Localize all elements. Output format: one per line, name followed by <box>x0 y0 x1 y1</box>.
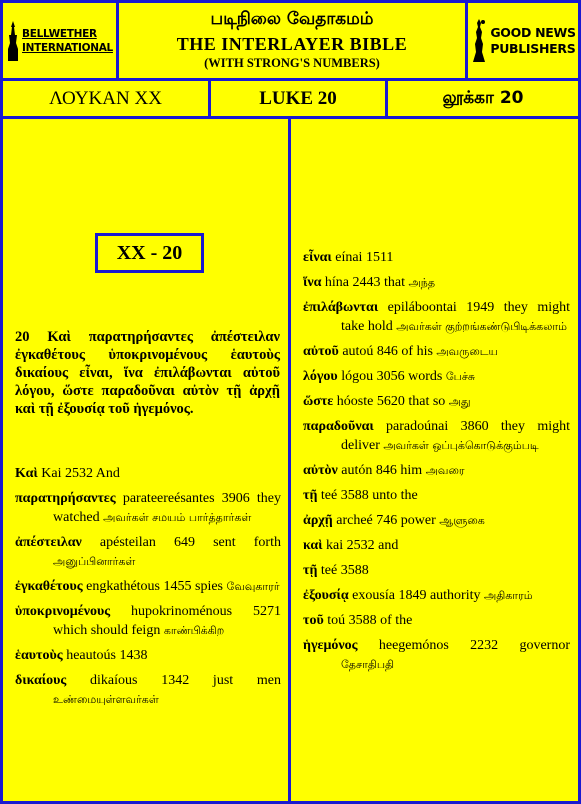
word-entry <box>303 611 570 630</box>
transliteration-gloss: teé 3588 <box>317 563 369 578</box>
transliteration-gloss: epiláboontai 1949 they might take hold <box>341 300 570 334</box>
word-entry <box>15 464 281 483</box>
tamil-gloss: அவர்கள் சமயம் பார்த்தார்கள் <box>103 511 252 524</box>
greek-word: τοῦ <box>303 613 324 628</box>
word-entry <box>15 602 281 640</box>
greek-word: ἀρχῇ <box>303 513 333 528</box>
transliteration-gloss: engkathétous 1455 spies <box>82 579 227 594</box>
transliteration-gloss: parateereésantes 3906 they watched <box>53 491 281 525</box>
transliteration-gloss: archeé 746 power <box>332 513 440 528</box>
transliteration-gloss: apésteilan 649 sent forth <box>81 535 281 550</box>
left-column <box>3 119 291 801</box>
transliteration-gloss: dikaíous 1342 just men <box>66 673 281 688</box>
greek-word: ἀπέστειλαν <box>15 535 82 550</box>
transliteration-gloss: autoú 846 of his <box>338 344 437 359</box>
greek-word: αὐτὸν <box>303 463 338 478</box>
right-word-list <box>303 248 570 680</box>
word-entry <box>15 577 281 596</box>
word-entry <box>303 511 570 530</box>
transliteration-gloss: Kai 2532 And <box>37 466 120 481</box>
tamil-gloss: அந்த <box>408 276 435 289</box>
right-column <box>291 119 578 801</box>
transliteration-gloss: exousía 1849 authority <box>348 588 484 603</box>
reference-english: LUKE 20 <box>211 81 388 116</box>
tamil-gloss: அவர்கள் ஒப்புக்கொடுக்கும்படி <box>383 439 539 452</box>
word-entry <box>15 646 281 665</box>
tamil-gloss: வேவுகாரர் <box>226 580 280 593</box>
right-logo-line-2: PUBLISHERS <box>490 40 576 56</box>
transliteration-gloss: hupokrinoménous 5271 which should feign <box>53 604 281 638</box>
word-entry <box>303 536 570 555</box>
tamil-gloss: அவரை <box>425 464 465 477</box>
right-logo-line-1: GOOD NEWS <box>490 24 576 40</box>
greek-word: ἐπιλάβωνται <box>303 300 379 315</box>
transliteration-gloss: paradoúnai 3860 they might deliver <box>341 419 570 453</box>
tamil-gloss: பேச்சு <box>445 370 476 383</box>
bell-tower-icon <box>6 19 20 63</box>
word-entry <box>303 636 570 674</box>
transliteration-gloss: hína 2443 that <box>321 275 409 290</box>
tamil-gloss: அதிகாரம் <box>483 589 533 602</box>
tamil-gloss: அது <box>448 395 471 408</box>
tamil-gloss: தேசாதிபதி <box>341 658 395 671</box>
reference-greek: ΛΟΥΚΑΝ XX <box>3 81 211 116</box>
word-entry <box>303 461 570 480</box>
left-logo-line-2: INTERNATIONAL <box>22 41 113 54</box>
word-entry <box>303 298 570 336</box>
greek-word: ἵνα <box>303 275 322 290</box>
greek-word: ἡγεμόνος <box>303 638 358 653</box>
title-block <box>119 3 465 78</box>
transliteration-gloss: heautoús 1438 <box>62 648 148 663</box>
greek-word: ἑαυτοὺς <box>15 648 63 663</box>
word-entry <box>15 533 281 571</box>
page-title: THE INTERLAYER BIBLE <box>176 34 408 54</box>
reference-bar <box>3 81 578 119</box>
transliteration-gloss: kai 2532 and <box>322 538 399 553</box>
word-entry <box>303 273 570 292</box>
transliteration-gloss: heegemónos 2232 governor <box>357 638 570 653</box>
transliteration-gloss: eínai 1511 <box>331 250 394 265</box>
greek-word: δικαίους <box>15 673 67 688</box>
word-entry <box>303 486 570 505</box>
left-word-list <box>15 464 281 715</box>
tamil-gloss: அவர்கள் குற்றங்கண்டுபிடிக்கலாம் <box>396 320 567 333</box>
word-entry <box>15 489 281 527</box>
tamil-gloss: உண்மையுள்ளவர்கள் <box>53 693 159 706</box>
page-subtitle: (WITH STRONG'S NUMBERS) <box>204 56 380 70</box>
tamil-gloss: ஆளுகை <box>439 514 485 527</box>
word-entry <box>303 367 570 386</box>
transliteration-gloss: lógou 3056 words <box>337 369 446 384</box>
word-entry <box>303 417 570 455</box>
greek-word: τῇ <box>303 488 318 503</box>
greek-word: παραδοῦναι <box>303 419 374 434</box>
greek-word: καὶ <box>303 538 323 553</box>
greek-verse-text: 20 Καὶ παρατηρήσαντες ἀπέστειλαν ἐγκαθέτους ὑποκρινομένους ἑαυτοὺς δικαίους εἶναι, ἵνα ἐπιλάβωνται αὐτοῦ λόγου, ὥστε παραδοῦναι αὐτὸν τῇ ἀρχῇ καὶ τῇ ἐξουσίᾳ τοῦ ἡγεμόνος. <box>15 329 280 417</box>
transliteration-gloss: autón 846 him <box>337 463 426 478</box>
transliteration-gloss: hóoste 5620 that so <box>333 394 449 409</box>
greek-word: ὑποκρινομένους <box>15 604 111 619</box>
greek-word: τῇ <box>303 563 318 578</box>
chapter-label: XX - 20 <box>95 233 204 273</box>
torch-figure-icon <box>470 18 488 64</box>
good-news-logo <box>465 3 578 78</box>
transliteration-gloss: toú 3588 of the <box>323 613 413 628</box>
tamil-gloss: அவருடைய <box>436 345 498 358</box>
bellwether-logo <box>3 3 119 78</box>
tamil-gloss: காண்பிக்கிற <box>163 624 225 637</box>
greek-word: εἶναι <box>303 250 332 265</box>
tamil-gloss: அனுப்பினார்கள் <box>53 555 136 568</box>
greek-word: Καὶ <box>15 466 38 481</box>
word-entry <box>15 671 281 709</box>
greek-word: ἐξουσίᾳ <box>303 588 349 603</box>
greek-word: λόγου <box>303 369 338 384</box>
word-entry <box>303 392 570 411</box>
title-tamil: படிநிலை வேதாகமம் <box>210 9 374 29</box>
word-entry <box>303 561 570 580</box>
word-entry <box>303 342 570 361</box>
word-entry <box>303 586 570 605</box>
greek-word: παρατηρήσαντες <box>15 491 116 506</box>
reference-tamil: லூக்கா 20 <box>442 87 524 108</box>
greek-word: ἐγκαθέτους <box>15 579 83 594</box>
greek-word: αὐτοῦ <box>303 344 339 359</box>
word-entry <box>303 248 570 267</box>
header <box>3 3 578 81</box>
transliteration-gloss: teé 3588 unto the <box>317 488 418 503</box>
left-logo-line-1: BELLWETHER <box>22 27 97 40</box>
greek-word: ὥστε <box>303 394 334 409</box>
